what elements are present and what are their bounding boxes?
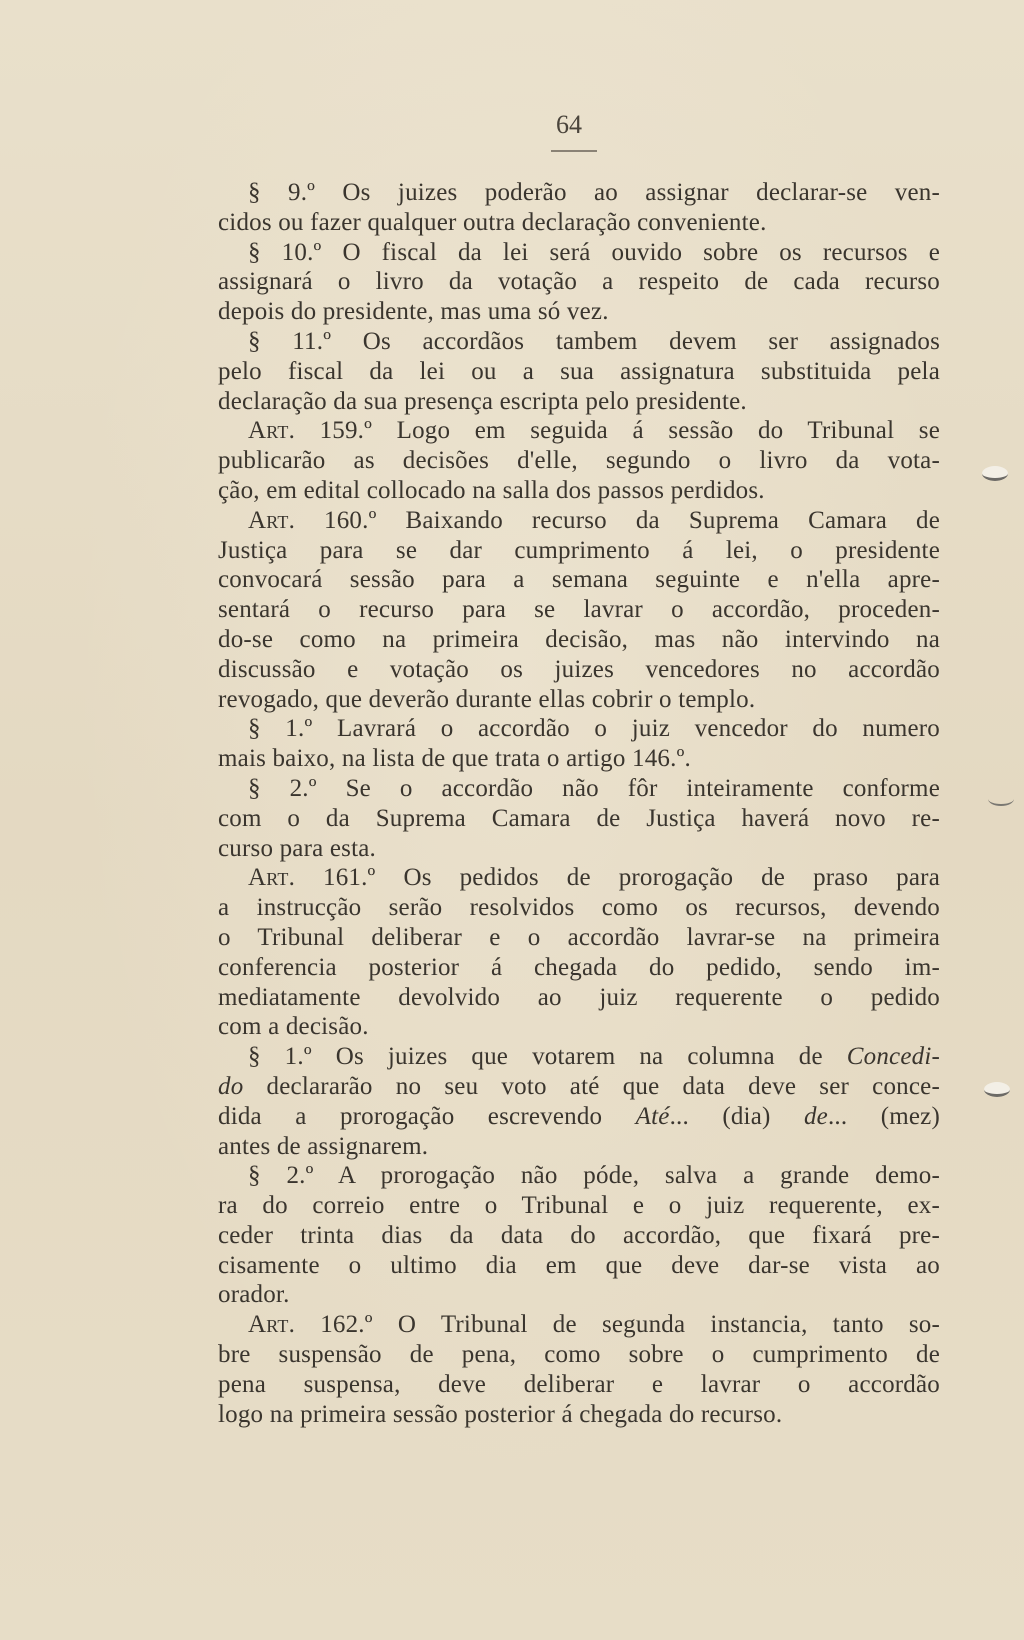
- text-line: Art. 159.º Logo em seguida á sessão do Tribunal se: [248, 417, 940, 445]
- text-line: a instrucção serão resolvidos como os recursos, devendo: [218, 894, 940, 922]
- text-line: conferencia posterior á chegada do pedido, sendo im-: [218, 953, 940, 981]
- text-line: cisamente o ultimo dia em que deve dar-se vista ao: [218, 1251, 940, 1279]
- text-line: Art. 162.º O Tribunal de segunda instancia, tanto so-: [248, 1311, 940, 1339]
- text-line: dida a prorogação escrevendo Até... (dia) de... (mez): [218, 1102, 940, 1130]
- text-line: § 11.º Os accordãos tambem devem ser assignados: [248, 327, 940, 355]
- text-line: Art. 160.º Baixando recurso da Suprema Camara de: [248, 506, 940, 534]
- text-line: cidos ou fazer qualquer outra declaração conveniente.: [218, 208, 767, 236]
- text-line: bre suspensão de pena, como sobre o cumprimento de: [218, 1341, 940, 1369]
- text-line: § 1.º Os juizes que votarem na columna de Concedi-: [248, 1043, 940, 1071]
- text-line: ra do correio entre o Tribunal e o juiz requerente, ex-: [218, 1192, 940, 1220]
- text-line: § 2.º Se o accordão não fôr inteiramente conforme: [248, 774, 940, 802]
- text-line: assignará o livro da votação a respeito de cada recurso: [218, 268, 940, 296]
- text-line: revogado, que deverão durante ellas cobrir o templo.: [218, 685, 756, 713]
- text-line: sentará o recurso para se lavrar o accordão, proceden-: [218, 596, 940, 624]
- margin-pencil-mark: [984, 790, 1018, 806]
- text-line: com o da Suprema Camara de Justiça haverá novo re-: [218, 804, 940, 832]
- text-line: mais baixo, na lista de que trata o artigo 146.º.: [218, 745, 691, 773]
- text-line: discussão e votação os juizes vencedores no accordão: [218, 655, 940, 683]
- text-line: com a decisão.: [218, 1013, 369, 1041]
- text-line: pena suspensa, deve deliberar e lavrar o accordão: [218, 1370, 940, 1398]
- text-line: o Tribunal deliberar e o accordão lavrar-se na primeira: [218, 923, 940, 951]
- text-line: ceder trinta dias da data do accordão, que fixará pre-: [218, 1221, 940, 1249]
- text-line: § 2.º A prorogação não póde, salva a grande demo-: [248, 1162, 940, 1190]
- text-line: mediatamente devolvido ao juiz requerente o pedido: [218, 983, 940, 1011]
- text-line: curso para esta.: [218, 834, 376, 862]
- text-line: antes de assignarem.: [218, 1132, 429, 1160]
- text-line: declaração da sua presença escripta pelo presidente.: [218, 387, 747, 415]
- margin-blot-mark: [978, 464, 1012, 480]
- text-line: ção, em edital collocado na salla dos passos perdidos.: [218, 476, 765, 504]
- text-line: pelo fiscal da lei ou a sua assignatura substituida pela: [218, 357, 940, 385]
- page-number: 64: [556, 110, 582, 139]
- text-line: convocará sessão para a semana seguinte e n'ella apre-: [218, 566, 940, 594]
- text-line: publicarão as decisões d'elle, segundo o livro da vota-: [218, 447, 940, 475]
- text-line: orador.: [218, 1281, 290, 1309]
- text-line: § 1.º Lavrará o accordão o juiz vencedor do numero: [248, 715, 940, 743]
- text-line: do-se como na primeira decisão, mas não intervindo na: [218, 625, 940, 653]
- text-line: Art. 161.º Os pedidos de prorogação de praso para: [248, 864, 940, 892]
- text-line: depois do presidente, mas uma só vez.: [218, 298, 609, 326]
- text-line: do declararão no seu voto até que data deve ser conce-: [218, 1072, 940, 1100]
- text-line: § 9.º Os juizes poderão ao assignar declarar-se ven-: [248, 179, 940, 206]
- text-line: Justiça para se dar cumprimento á lei, o presidente: [218, 536, 940, 564]
- body-text: [218, 178, 940, 1429]
- margin-blot-mark: [980, 1080, 1014, 1096]
- text-line: logo na primeira sessão posterior á chegada do recurso.: [218, 1400, 783, 1428]
- text-line: § 10.º O fiscal da lei será ouvido sobre os recursos e: [248, 238, 940, 266]
- page-number-rule: [551, 150, 597, 152]
